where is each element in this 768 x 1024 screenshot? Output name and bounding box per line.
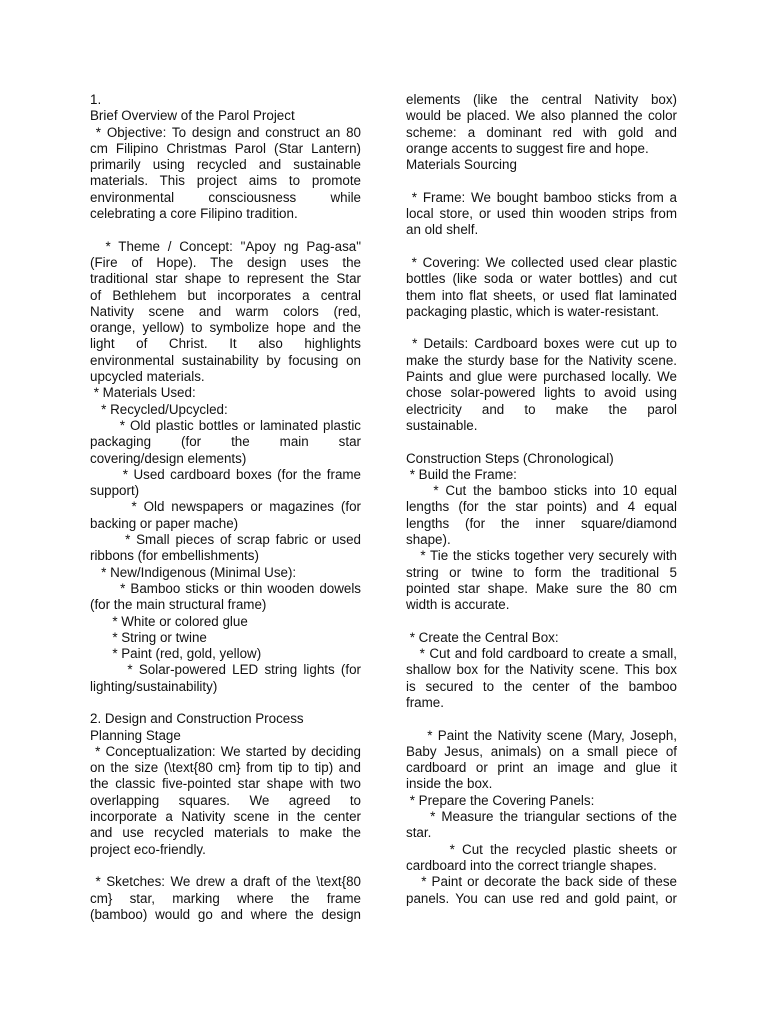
text-line: bottles (like soda or water bottles) and cut [406, 271, 677, 287]
text-line: sustainable. [406, 417, 478, 433]
text-line: width is accurate. [406, 597, 510, 613]
text-line: * Cut and fold cardboard to create a small, [406, 646, 677, 662]
text-line: * Conceptualization: We started by deciding [90, 743, 361, 759]
text-line: * Cut the bamboo sticks into 10 equal [406, 483, 677, 499]
text-line: Baby Jesus, animals) on a small piece of [406, 743, 677, 759]
text-line: chose solar-powered lights to avoid using [406, 385, 677, 401]
text-line: lengths (for the star points) and 4 equal [406, 499, 677, 515]
text-line: 1. [90, 92, 102, 107]
text-line: local store, or used thin wooden strips from [406, 206, 677, 222]
text-line: ribbons (for embellishments) [90, 548, 259, 564]
text-line: * Paint or decorate the back side of these [406, 874, 677, 890]
text-line: * Build the Frame: [406, 466, 517, 482]
text-line: overlapping squares. We agreed to [90, 792, 361, 808]
text-line: shallow box for the Nativity scene. This box [406, 662, 677, 678]
text-line: Materials Sourcing [406, 157, 517, 173]
text-line: upcycled materials. [90, 369, 205, 385]
text-line: * Create the Central Box: [406, 629, 559, 645]
text-line: is secured to the center of the bamboo [406, 678, 677, 694]
text-line: * White or colored glue [90, 613, 248, 629]
text-line: primarily using recycled and sustainable [90, 157, 361, 173]
text-line: traditional star shape to represent the Star [90, 271, 361, 287]
text-line [406, 320, 677, 336]
text-line: Paints and glue were purchased locally. We [406, 369, 677, 385]
text-line: celebrating a core Filipino tradition. [90, 206, 298, 222]
text-line: string or twine to form the traditional 5 [406, 564, 677, 580]
text-line: cm} star, marking where the frame [90, 890, 361, 906]
text-line: pointed star shape. Make sure the 80 cm [406, 580, 677, 596]
text-line: would be placed. We also planned the color [406, 108, 677, 124]
text-line: * Theme / Concept: "Apoy ng Pag-asa" [90, 238, 361, 254]
text-line: * New/Indigenous (Minimal Use): [90, 564, 297, 580]
text-line: * Solar-powered LED string lights (for [90, 662, 361, 678]
text-line: * Bamboo sticks or thin wooden dowels [90, 580, 361, 596]
text-line: them into flat sheets, or used flat laminated [406, 287, 677, 303]
text-line [90, 858, 361, 874]
text-line: * Objective: To design and construct an 80 [90, 124, 361, 140]
text-line: * Used cardboard boxes (for the frame [90, 466, 361, 482]
text-line: and use recycled materials to make the [90, 825, 361, 841]
text-line: the classic five-pointed star shape with two [90, 776, 361, 792]
text-line: Brief Overview of the Parol Project [90, 108, 295, 124]
text-line: electricity and to make the parol [406, 401, 677, 417]
text-line: backing or paper mache) [90, 515, 239, 531]
text-line: scheme: a dominant red with gold and [406, 124, 677, 140]
text-line: * Small pieces of scrap fabric or used [90, 532, 361, 548]
text-line [406, 614, 677, 630]
text-line [406, 173, 677, 189]
text-line: * Sketches: We drew a draft of the \text{80 [90, 874, 361, 890]
text-line: packaging plastic, which is water-resistant. [406, 303, 660, 319]
text-line: * Prepare the Covering Panels: [406, 792, 595, 808]
text-line [406, 239, 677, 255]
text-line: on the size (\text{80 cm} from tip to tip) and [90, 760, 361, 776]
text-line: cardboard into the correct triangle shapes. [406, 857, 657, 873]
text-line: * String or twine [90, 629, 207, 645]
text-line: * Details: Cardboard boxes were cut up to [406, 336, 677, 352]
text-line: project eco-friendly. [90, 841, 206, 857]
text-line: * Old newspapers or magazines (for [90, 499, 361, 515]
text-line: (for the main structural frame) [90, 597, 267, 613]
text-line [90, 695, 361, 711]
text-line: * Covering: We collected used clear plastic [406, 254, 677, 270]
left-text-column [90, 92, 361, 923]
text-line: environmental consciousness while [90, 189, 361, 205]
text-line: environmental sustainability by focusing on [90, 352, 361, 368]
text-line: inside the box. [406, 776, 493, 792]
text-line: Planning Stage [90, 727, 181, 743]
text-line: 2. Design and Construction Process [90, 711, 304, 727]
text-line: star. [406, 825, 432, 841]
text-line: of Bethlehem but incorporates a central [90, 287, 361, 303]
text-line: covering/design elements) [90, 450, 247, 466]
text-line: * Materials Used: [90, 385, 196, 401]
text-line: * Measure the triangular sections of the [406, 809, 677, 825]
text-line: incorporate a Nativity scene in the center [90, 809, 361, 825]
text-line [90, 222, 361, 238]
text-line: shape). [406, 532, 451, 548]
text-line: (bamboo) would go and where the design [90, 906, 361, 922]
right-text-column [406, 92, 677, 907]
text-line: * Cut the recycled plastic sheets or [406, 841, 677, 857]
text-line: * Frame: We bought bamboo sticks from a [406, 189, 677, 205]
text-line: * Old plastic bottles or laminated plastic [90, 417, 361, 433]
text-line: (Fire of Hope). The design uses the [90, 254, 361, 270]
text-line: orange, yellow) to symbolize hope and the [90, 320, 361, 336]
text-line: packaging (for the main star [90, 434, 361, 450]
text-line: lengths (for the inner square/diamond [406, 515, 677, 531]
text-line: * Paint (red, gold, yellow) [90, 646, 262, 662]
text-line: support) [90, 483, 140, 499]
text-line: panels. You can use red and gold paint, or [406, 890, 677, 906]
text-line [406, 711, 677, 727]
text-line: * Tie the sticks together very securely with [406, 548, 677, 564]
text-line: light of Christ. It also highlights [90, 336, 361, 352]
text-line: * Recycled/Upcycled: [90, 401, 228, 417]
text-line: elements (like the central Nativity box) [406, 92, 677, 107]
text-line: frame. [406, 694, 444, 710]
text-line: * Paint the Nativity scene (Mary, Joseph, [406, 727, 677, 743]
text-line: materials. This project aims to promote [90, 173, 361, 189]
text-line: make the sturdy base for the Nativity scene. [406, 352, 677, 368]
text-line: an old shelf. [406, 222, 479, 238]
text-line: orange accents to suggest fire and hope. [406, 140, 649, 156]
text-line: Construction Steps (Chronological) [406, 450, 614, 466]
text-line [406, 434, 677, 450]
text-line: cm Filipino Christmas Parol (Star Lantern) [90, 140, 361, 156]
text-line: Nativity scene and warm colors (red, [90, 303, 361, 319]
text-line: cardboard or print an image and glue it [406, 760, 677, 776]
text-line: lighting/sustainability) [90, 678, 218, 694]
